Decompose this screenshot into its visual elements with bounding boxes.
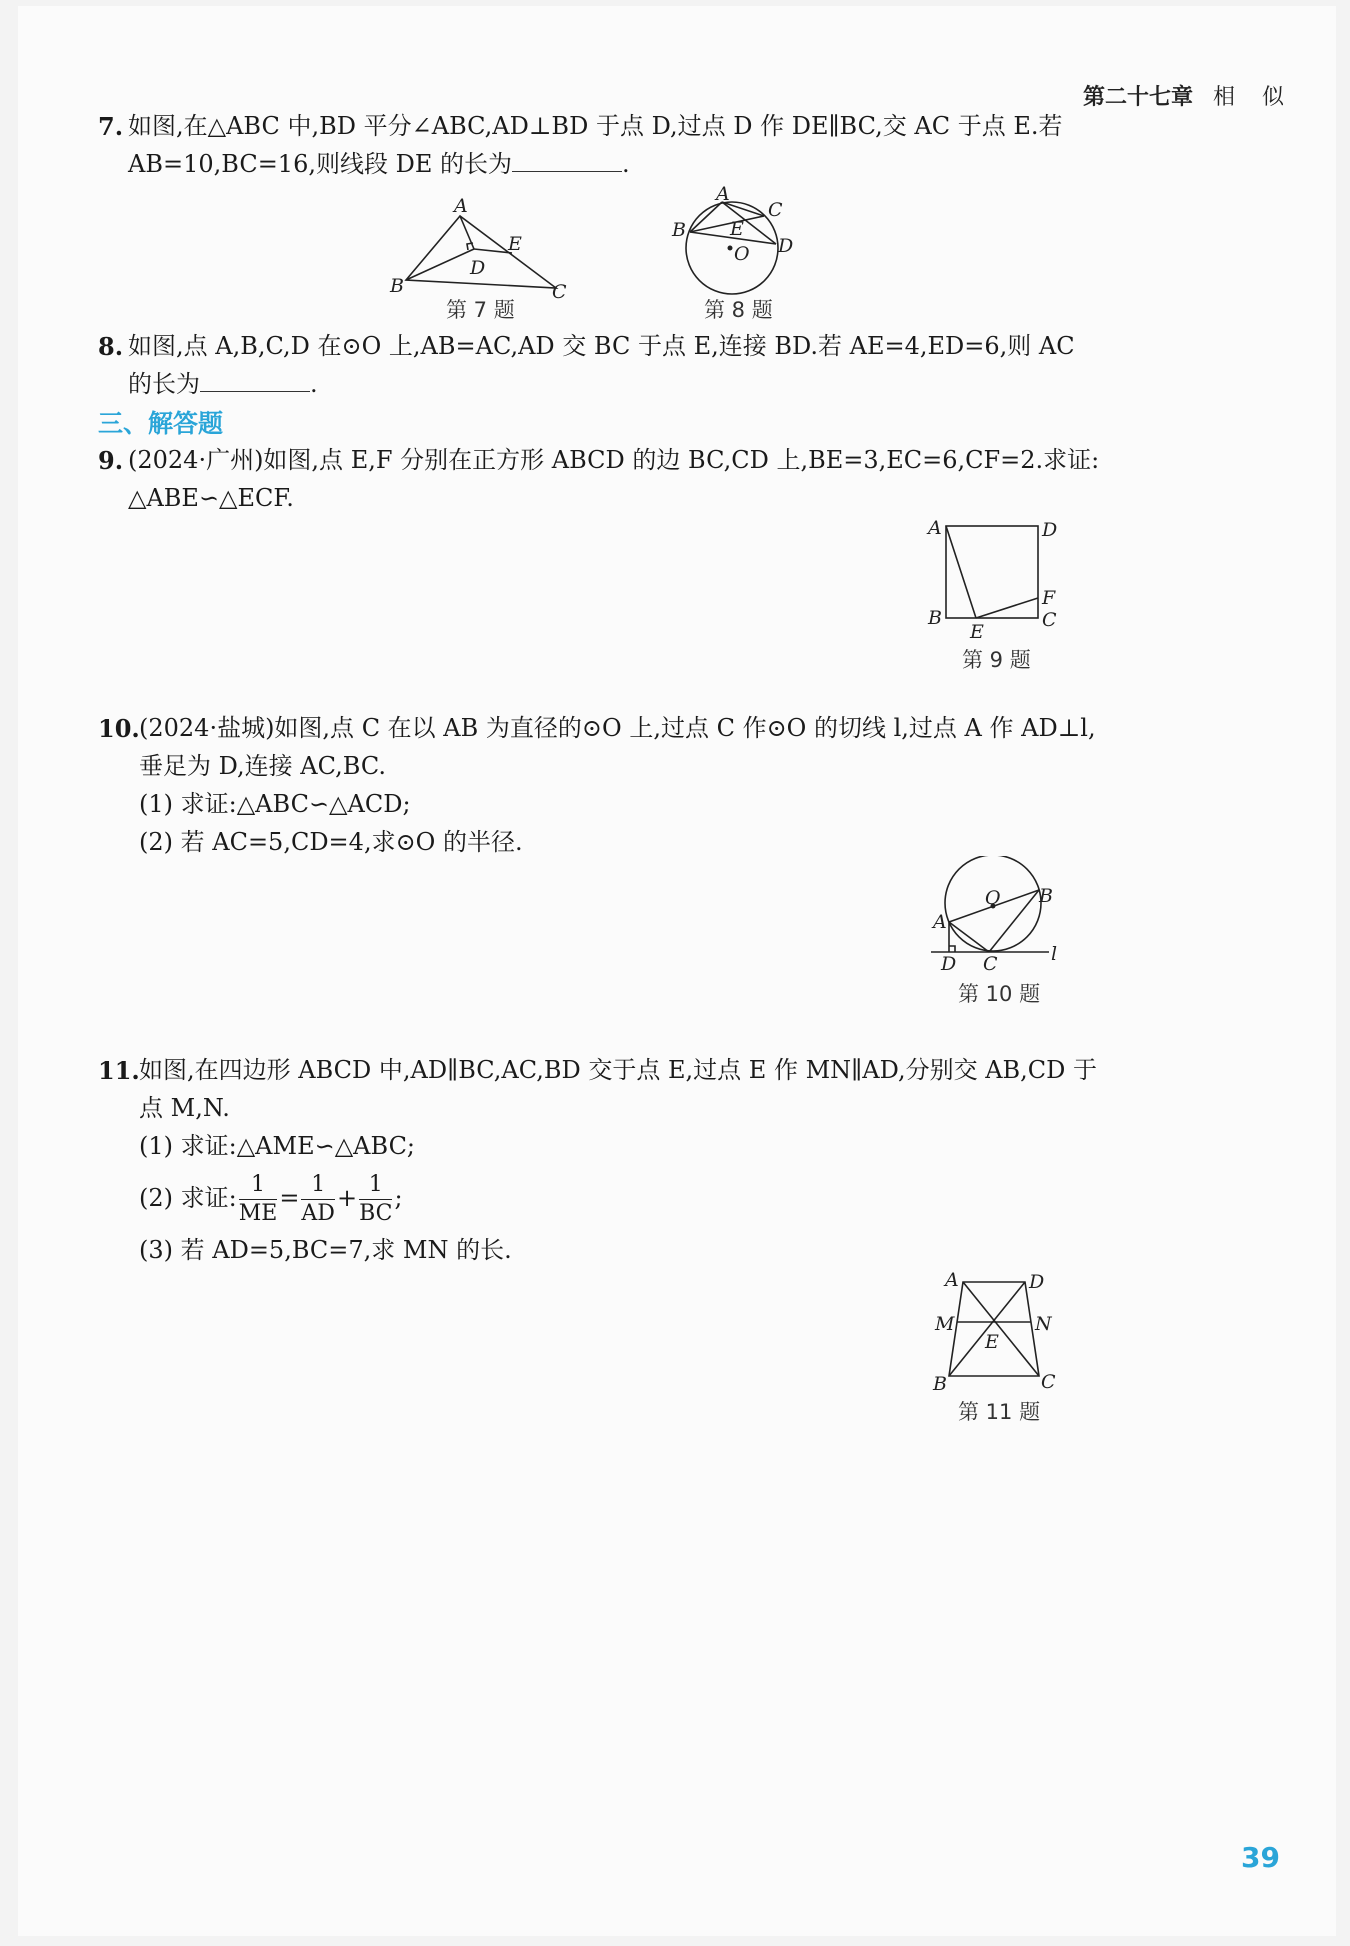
fig10-label-l: l bbox=[1051, 943, 1058, 965]
fig7-label-d: D bbox=[470, 257, 486, 279]
fig7-label-e: E bbox=[508, 233, 522, 255]
fig8-label-c: C bbox=[768, 199, 783, 221]
q11-text-line2: 点 M,N. bbox=[139, 1094, 230, 1122]
fig11-label-m: M bbox=[935, 1313, 955, 1335]
frac3-denominator: BC bbox=[359, 1201, 393, 1226]
fig8-caption: 第 8 题 bbox=[704, 298, 773, 322]
fig11-label-b: B bbox=[933, 1373, 947, 1395]
q7-text-line1: 如图,在△ABC 中,BD 平分∠ABC,AD⊥BD 于点 D,过点 D 作 DE∥BC,交 AC 于点 E.若 bbox=[128, 112, 1063, 140]
fig7-label-c: C bbox=[552, 281, 567, 303]
fig11-label-c: C bbox=[1041, 1371, 1056, 1393]
page bbox=[18, 6, 1336, 1936]
fig9-label-d: D bbox=[1042, 519, 1058, 541]
fig11-label-a: A bbox=[945, 1269, 959, 1291]
frac3-numerator: 1 bbox=[359, 1171, 392, 1200]
fig11-caption: 第 11 题 bbox=[958, 1400, 1041, 1424]
q8-line2-text: 的长为 bbox=[128, 370, 200, 398]
chapter-subtitle: 相 似 bbox=[1213, 85, 1294, 110]
q11-part2 bbox=[139, 1168, 403, 1228]
q9-number: 9. bbox=[98, 446, 124, 475]
q10-part2: (2) 若 AC=5,CD=4,求⊙O 的半径. bbox=[139, 828, 523, 856]
fig8-label-d: D bbox=[778, 235, 794, 257]
q9-text-line1: (2024·广州)如图,点 E,F 分别在正方形 ABCD 的边 BC,CD 上,BE=3,EC=6,CF=2.求证: bbox=[128, 446, 1100, 474]
frac2-numerator: 1 bbox=[301, 1171, 335, 1200]
fig10-label-o: O bbox=[985, 887, 1001, 909]
q8-text-line2 bbox=[128, 368, 318, 400]
figure-11-trapezoid bbox=[923, 1268, 1063, 1398]
fig10-label-a: A bbox=[933, 911, 947, 933]
fig8-center-dot bbox=[728, 246, 733, 251]
plus-sign: + bbox=[336, 1184, 358, 1212]
chapter-header bbox=[1083, 80, 1294, 111]
fig10-caption: 第 10 题 bbox=[958, 982, 1041, 1006]
fig10-label-b: B bbox=[1039, 885, 1053, 907]
fig9-label-f: F bbox=[1042, 587, 1056, 609]
q8-text-line1: 如图,点 A,B,C,D 在⊙O 上,AB=AC,AD 交 BC 于点 E,连接 BD.若 AE=4,ED=6,则 AC bbox=[128, 332, 1075, 360]
q11-number: 11. bbox=[98, 1056, 140, 1085]
fig8-label-e: E bbox=[730, 218, 744, 240]
q10-text-line1: (2024·盐城)如图,点 C 在以 AB 为直径的⊙O 上,过点 C 作⊙O 的切线 l,过点 A 作 AD⊥l, bbox=[139, 714, 1096, 742]
q8-number: 8. bbox=[98, 332, 124, 361]
q9-text-line2: △ABE∽△ECF. bbox=[128, 484, 294, 512]
fig8-label-o: O bbox=[734, 243, 750, 265]
chapter-title: 第二十七章 bbox=[1082, 85, 1193, 110]
fraction-1-over-ad bbox=[301, 1171, 335, 1228]
q11-text-line1: 如图,在四边形 ABCD 中,AD∥BC,AC,BD 交于点 E,过点 E 作 MN∥AD,分别交 AB,CD 于 bbox=[139, 1056, 1098, 1084]
frac2-denominator: AD bbox=[301, 1201, 335, 1226]
fig7-label-b: B bbox=[390, 275, 404, 297]
q10-text-line2: 垂足为 D,连接 AC,BC. bbox=[139, 752, 386, 780]
q7-text-line2 bbox=[128, 148, 630, 180]
figure-7-triangle bbox=[388, 196, 578, 306]
figure-8-circle bbox=[666, 182, 806, 302]
fraction-1-over-me bbox=[239, 1171, 278, 1228]
q8-line2-end: . bbox=[310, 370, 318, 398]
page-number: 39 bbox=[1241, 1841, 1280, 1874]
q11-part2-prefix: (2) 求证: bbox=[139, 1184, 237, 1212]
fig9-caption: 第 9 题 bbox=[962, 648, 1031, 672]
fig8-label-a: A bbox=[716, 183, 730, 205]
fig9-label-e: E bbox=[970, 621, 984, 643]
fig11-label-n: N bbox=[1035, 1313, 1052, 1335]
equals-sign: = bbox=[279, 1184, 300, 1212]
figure-10-circle-tangent bbox=[913, 856, 1073, 976]
fig7-label-a: A bbox=[454, 196, 468, 217]
frac1-denominator: ME bbox=[238, 1201, 278, 1226]
fig10-label-d: D bbox=[941, 953, 957, 975]
q8-answer-blank[interactable] bbox=[200, 369, 310, 392]
q10-part1: (1) 求证:△ABC∽△ACD; bbox=[139, 790, 411, 818]
q11-part1: (1) 求证:△AME∽△ABC; bbox=[139, 1132, 416, 1160]
fig7-caption: 第 7 题 bbox=[446, 298, 515, 322]
q7-line2-end: . bbox=[622, 150, 630, 178]
q11-part2-end: ; bbox=[394, 1184, 403, 1212]
fig11-label-e: E bbox=[985, 1331, 999, 1353]
fig9-label-a: A bbox=[928, 517, 942, 539]
q11-part3: (3) 若 AD=5,BC=7,求 MN 的长. bbox=[139, 1236, 512, 1264]
q10-number: 10. bbox=[98, 714, 140, 743]
fig11-label-d: D bbox=[1029, 1271, 1045, 1293]
section-title: 三、解答题 bbox=[98, 409, 224, 438]
fraction-1-over-bc bbox=[359, 1171, 392, 1228]
fig8-label-b: B bbox=[672, 219, 686, 241]
fig9-label-c: C bbox=[1042, 609, 1057, 631]
q7-answer-blank[interactable] bbox=[512, 149, 622, 172]
q7-line2-text: AB=10,BC=16,则线段 DE 的长为 bbox=[128, 150, 512, 178]
figure-9-square bbox=[918, 516, 1068, 646]
q7-number: 7. bbox=[98, 112, 124, 141]
frac1-numerator: 1 bbox=[239, 1171, 278, 1200]
fig9-label-b: B bbox=[928, 607, 942, 629]
fig10-label-c: C bbox=[983, 953, 998, 975]
